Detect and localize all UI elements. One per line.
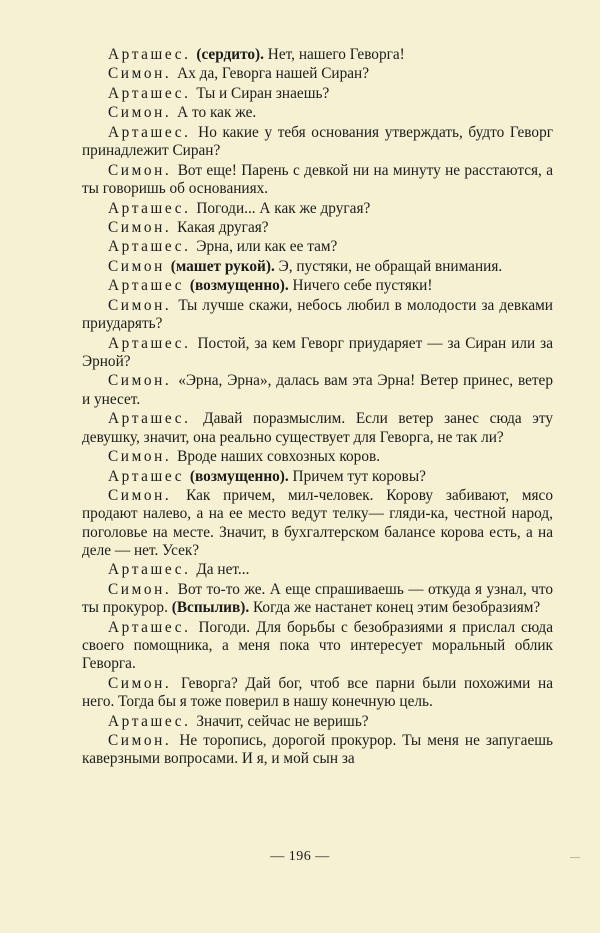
line-text: Постой, за кем Геворг приударяет — за Сиран или за Эрной? bbox=[82, 334, 553, 370]
speaker-name: Симон. bbox=[108, 674, 172, 692]
paragraph bbox=[82, 487, 553, 561]
line-text: Причем тут коровы? bbox=[292, 467, 426, 485]
line-text: Погоди. Для борьбы с безобразиями я прислал сюда своего помощника, а меня пока что интересует моральный облик Геворга. bbox=[82, 618, 553, 673]
speaker-name: Арташес. bbox=[108, 84, 191, 102]
speaker-name: Арташес. bbox=[108, 199, 191, 217]
line-text: Давай поразмыслим. Если ветер занес сюда эту девушку, значит, она реально существует для Геворга, не так ли? bbox=[82, 410, 554, 446]
speaker-name: Симон. bbox=[108, 296, 172, 314]
speaker-name: Арташес. bbox=[108, 618, 191, 636]
line-text: Но какие у тебя основания утверждать, будто Геворг принадлежит Сиран? bbox=[82, 123, 553, 160]
line-text: Значит, сейчас не веришь? bbox=[196, 712, 369, 730]
line-text: Эрна, или как ее там? bbox=[196, 238, 338, 256]
stage-direction: (возмущенно). bbox=[189, 277, 289, 295]
paragraph bbox=[82, 200, 553, 219]
speaker-name: Симон. bbox=[108, 372, 172, 390]
page-number: — 196 — bbox=[270, 849, 330, 864]
line-text: Ничего себе пустяки! bbox=[292, 277, 433, 295]
line-text: Погоди... А как же другая? bbox=[196, 199, 371, 217]
stage-direction: (возмущенно). bbox=[189, 467, 289, 485]
speaker-name: Симон. bbox=[108, 161, 172, 179]
line-text: Геворга? Дай бог, чтоб все парни были похожими на него. Тогда бы я тоже поверил в нашу конечную цель. bbox=[82, 674, 554, 711]
paragraph bbox=[82, 713, 553, 732]
line-text: «Эрна, Эрна», далась вам эта Эрна! Ветер принес, ветер и унесет. bbox=[82, 372, 553, 408]
speaker-name: Симон. bbox=[108, 580, 172, 598]
line-text: Какая другая? bbox=[177, 218, 269, 236]
line-text: Вот еще! Парень с девкой ни на минуту не расстаются, а ты говоришь об основаниях. bbox=[82, 161, 553, 198]
speaker-name: Симон. bbox=[108, 65, 172, 83]
speaker-name: Симон. bbox=[108, 448, 172, 466]
paragraph bbox=[82, 410, 553, 448]
speaker-name: Арташес. bbox=[108, 410, 191, 428]
line-text: Ах да, Геворга нашей Сиран? bbox=[177, 65, 370, 83]
paragraph bbox=[82, 335, 553, 373]
paragraph bbox=[82, 561, 553, 580]
speaker-name: Симон. bbox=[108, 732, 172, 749]
line-text: Вроде наших совхозных коров. bbox=[177, 448, 381, 466]
line-text: Да нет... bbox=[196, 561, 250, 579]
speaker-name: Арташес. bbox=[108, 561, 191, 579]
stage-direction: (Вспылив). bbox=[171, 599, 250, 617]
paragraph bbox=[82, 162, 553, 200]
paragraph bbox=[82, 619, 553, 675]
speaker-name: Арташес. bbox=[108, 238, 191, 256]
paragraph bbox=[82, 468, 553, 487]
paragraph bbox=[82, 124, 553, 162]
paragraph bbox=[82, 581, 553, 619]
speaker-name: Симон bbox=[108, 257, 165, 275]
paragraph bbox=[82, 297, 553, 335]
paragraph bbox=[82, 732, 553, 770]
paragraph bbox=[82, 448, 553, 467]
paragraph bbox=[82, 104, 553, 123]
paragraph bbox=[82, 85, 553, 104]
line-text: Не торопись, дорогой прокурор. Ты меня не запугаешь каверзными вопросами. И я, и мой сын за bbox=[82, 732, 554, 768]
speaker-name: Арташес. bbox=[108, 334, 191, 352]
speaker-name: Арташес bbox=[108, 467, 185, 485]
stage-direction: (сердито). bbox=[196, 46, 264, 63]
line-text: А то как же. bbox=[177, 104, 257, 122]
speaker-name: Симон. bbox=[108, 104, 172, 122]
paragraph bbox=[82, 277, 553, 296]
speaker-name: Арташес. bbox=[108, 712, 191, 730]
paragraph bbox=[82, 46, 553, 65]
line-text: Ты лучше скажи, небось любил в молодости за девками приударять? bbox=[82, 296, 553, 333]
paragraph bbox=[82, 219, 553, 238]
edge-mark bbox=[570, 857, 580, 858]
paragraph bbox=[82, 238, 553, 257]
paragraph bbox=[82, 675, 553, 713]
line-text: Э, пустяки, не обращай внимания. bbox=[278, 257, 503, 275]
paragraph bbox=[82, 258, 553, 277]
line-text: Ты и Сиран знаешь? bbox=[196, 84, 330, 102]
speaker-name: Арташес. bbox=[108, 123, 191, 141]
dialogue-text bbox=[82, 46, 553, 770]
speaker-name: Симон. bbox=[108, 487, 172, 505]
paragraph bbox=[82, 372, 553, 410]
speaker-name: Арташес. bbox=[108, 46, 191, 63]
line-text: Нет, нашего Геворга! bbox=[267, 46, 405, 63]
stage-direction: (машет рукой). bbox=[170, 257, 275, 275]
line-text: Когда же настанет конец этим безобразиям? bbox=[252, 599, 541, 617]
paragraph bbox=[82, 65, 553, 84]
line-text: Как причем, мил-человек. Корову забивают, мясо продают налево, а на ее место ведут телку— гляди-ка, честной народ, поголовье на месте. Значит, в бухгалтерском балансе корова есть, а на деле — нет. Усек? bbox=[82, 487, 553, 559]
speaker-name: Арташес bbox=[108, 277, 185, 295]
speaker-name: Симон. bbox=[108, 218, 172, 236]
line-text: Вот то-то же. А еще спрашиваешь — откуда я узнал, что ты прокурор. bbox=[82, 580, 554, 617]
